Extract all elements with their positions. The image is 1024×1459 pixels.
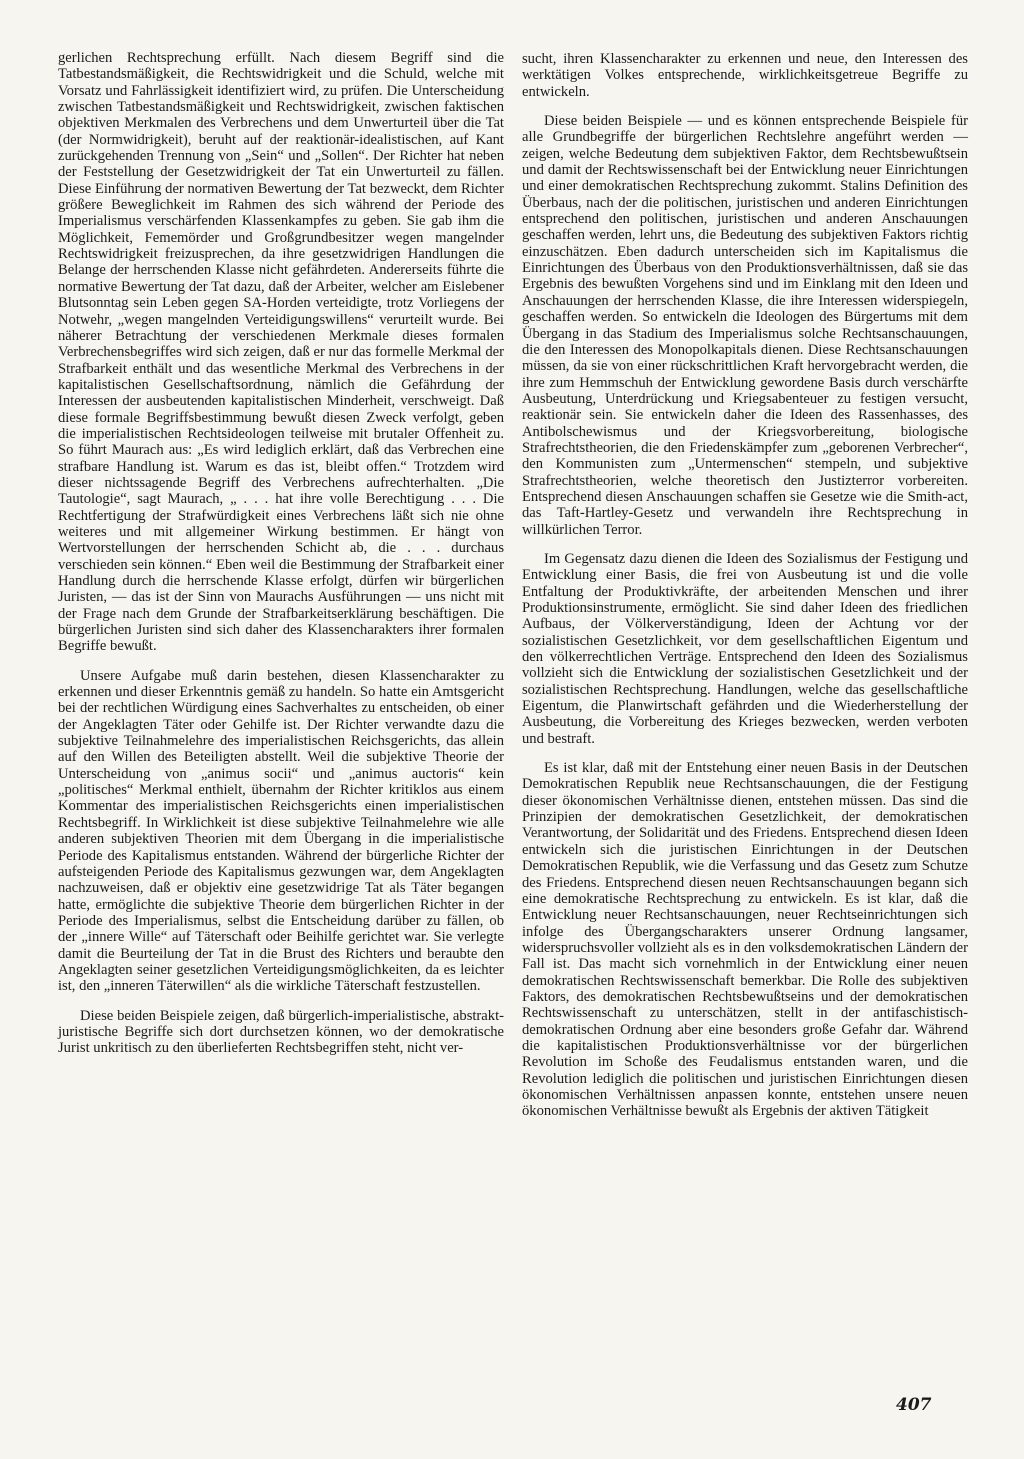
paragraph: Unsere Aufgabe muß darin bestehen, diesen Klassencharakter zu erkennen und dieser Erkenntnis gemäß zu handeln. So hatte ein Amtsgericht bei der rechtlichen Würdigung eines Sachverhaltes zu entscheiden, ob einer der Angeklagten Täter oder Gehilfe ist. Der Richter verwandte dazu die subjektive Teilnahmelehre des imperialistischen Reichsgerichts, das allein auf den Willen des Beteiligten abstellt. Weil die subjektive Theorie der Unterscheidung von „animus socii“ und „animus auctoris“ kein „politisches“ Merkmal enthielt, übernahm der Richter kritiklos aus einem Kommentar des imperialistischen Reichsgerichts einen imperialistischen Rechtsbegriff. In Wirklichkeit ist diese subjektive Teilnahmelehre wie alle anderen subjektiven Theorien mit dem Übergang in die imperialistische Periode des Kapitalismus entstanden. Während der bürgerliche Richter der aufsteigenden Periode des Kapitalismus gezwungen war, dem Angeklagten nachzuweisen, daß er objektiv eine gesetzwidrige Tat als Täter begangen hatte, ermöglichte die subjektive Theorie dem bürgerlichen Richter in der Periode des Imperialismus, selbst die Entscheidung darüber zu fällen, ob der „innere Wille“ auf Täterschaft oder Beihilfe gerichtet war. Sie verlegte damit die Beurteilung der Tat in die Brust des Richters und beraubte den Angeklagten seiner gesetzlichen Verteidigungsmöglichkeiten, da es leichter ist, den „inneren Täterwillen“ als die wirkliche Täterschaft festzustellen.	[58, 667, 504, 995]
paragraph: Diese beiden Beispiele — und es können entsprechende Beispiele für alle Grundbegriffe der bürgerlichen Rechtslehre angeführt werden — zeigen, welche Bedeutung dem subjektiven Faktor, dem Rechtsbewußtsein und damit der Rechtswissenschaft bei der Entwicklung neuer Einrichtungen und einer demokratischen Rechtsprechung zukommt. Stalins Definition des Überbaus, nach der die politischen, juristischen und anderen Einrichtungen entsprechend den politischen, juristischen und anderen Anschauungen geschaffen werden, lehrt uns, die Bedeutung des subjektiven Faktors richtig einzuschätzen. Eben dadurch unterscheiden sich im Kapitalismus die Einrichtungen des Überbaus von den Produktionsverhältnissen, daß sie das Ergebnis des bewußten Vorgehens sind und im Einklang mit den Ideen und Anschauungen der herrschenden Klasse, die ihre Interessen widerspiegeln, geschaffen werden. So entwickeln die Ideologen des Bürgertums mit dem Übergang in das Stadium des Imperialismus solche Rechtsanschauungen, die den Interessen des Monopolkapitals dienen. Diese Rechtsanschauungen müssen, da sie von einer rückschrittlichen Kraft hervorgebracht werden, die ihre zum Hemmschuh der Entwicklung gewordene Basis durch verschärfte Ausbeutung, Unterdrückung und Kriegsabenteuer zu festigen versucht, reaktionär sein. Sie entwickeln daher die Ideen des Rassenhasses, des Antibolschewismus und der Kriegsvorbereitung, biologische Strafrechtstheorien, die den Friedenskämpfer zum „geborenen Verbrecher“, den Kommunisten zum „Untermenschen“ stempeln, und subjektive Strafrechtstheorien, welche theoretisch den Justizterror vorbereiten. Entsprechend diesen Anschauungen schaffen sie Gesetze wie die Smith-act, das Taft-Hartley-Gesetz und verwandeln ihre Rechtsprechung in willkürlichen Terror.	[522, 113, 968, 538]
paragraph: sucht, ihren Klassencharakter zu erkennen und neue, den Interessen des werktätigen Volkes entsprechende, wirklichkeitsgetreue Begriffe zu entwickeln.	[522, 51, 968, 100]
paragraph: gerlichen Rechtsprechung erfüllt. Nach diesem Begriff sind die Tatbestandsmäßigkeit, die Rechtswidrigkeit und die Schuld, welche mit Vorsatz und Fahrlässigkeit identifiziert wird, zu prüfen. Die Unterscheidung zwischen Tatbestandsmäßigkeit und Rechtswidrigkeit, zwischen faktischen objektiven Merkmalen des Verbrechens und dem Unwerturteil über die Tat (der Normwidrigkeit), beruht auf der reaktionär-idealistischen, auf Kant zurückgehenden Trennung von „Sein“ und „Sollen“. Der Richter hat neben der Feststellung der Gesetzwidrigkeit der Tat ein Unwerturteil zu fällen. Diese Einführung der normativen Bewertung der Tat bezweckt, dem Richter größere Beweglichkeit im Rahmen des sich während der Periode des Imperialismus verschärfenden Klassenkampfes zu geben. Sie gab ihm die Möglichkeit, Fememörder und Großgrundbesitzer wegen mangelnder Rechtswidrigkeit freizusprechen, da ihre gesetzwidrigen Handlungen die Belange der herrschenden Klasse nicht gefährdeten. Andererseits führte die normative Bewertung der Tat dazu, daß der Arbeiter, welcher am Eislebener Blutsonntag sein Leben gegen SA-Horden verteidigte, trotz Vorliegens der Notwehr, „wegen mangelnden Verteidigungswillens“ verurteilt wurde. Bei näherer Betrachtung der verschiedenen Merkmale dieses formalen Verbrechensbegriffes wird sich zeigen, daß er nur das formelle Merkmal der Strafbarkeit enthält und das wesentliche Merkmal des Verbrechens in der kapitalistischen Gesellschaftsordnung, nämlich die Gefährdung der Interessen der ausbeutenden kapitalistischen Minderheit, verschweigt. Daß diese formale Begriffsbestimmung bewußt diesen Zweck verfolgt, geben die imperialistischen Rechtsideologen teilweise mit brutaler Offenheit zu. So führt Maurach aus: „Es wird lediglich erklärt, daß das Verbrechen eine strafbare Handlung ist. Warum es das ist, bleibt offen.“ Trotzdem wird dieser nichtssagende Begriff des Verbrechens aufrechterhalten. „Die Tautologie“, sagt Maurach, „ . . . hat ihre volle Berechtigung . . . Die Rechtfertigung der Strafwürdigkeit eines Verbrechens läßt sich nie ohne weiteres und mit allgemeiner Wirkung bestimmen. Er hängt von Wertvorstellungen der herrschenden Schicht ab, die . . . durchaus verschieden sein können.“ Eben weil die Bestimmung der Strafbarkeit einer Handlung durch die herrschende Klasse erfolgt, dürfen wir bürgerlichen Juristen, — das ist der Sinn von Maurachs Ausführungen — uns nicht mit der Frage nach dem Grunde der Strafbarkeitserklärung beschäftigen. Die bürgerlichen Juristen sind sich daher des Klassencharakters ihrer formalen Begriffe bewußt.	[58, 50, 504, 655]
left-column	[58, 50, 504, 1070]
paragraph: Diese beiden Beispiele zeigen, daß bürgerlich-imperialistische, abstrakt-juristische Begriffe sich dort durchsetzen können, wo der demokratische Jurist unkritisch zu den überlieferten Rechtsbegriffen steht, nicht ver-	[58, 1007, 504, 1057]
page-number: 407	[896, 1395, 932, 1415]
paragraph: Es ist klar, daß mit der Entstehung einer neuen Basis in der Deutschen Demokratischen Republik neue Rechtsanschauungen, die der Festigung dieser ökonomischen Verhältnisse dienen, entstehen müssen. Das sind die Prinzipien der demokratischen Gesetzlichkeit, der demokratischen Verantwortung, der Solidarität und des Friedens. Entsprechend diesen Ideen entwickeln sich die juristischen Einrichtungen in der Deutschen Demokratischen Republik, wie die Verfassung und das Gesetz zum Schutze des Friedens. Entsprechend diesen neuen Rechtsanschauungen begann sich eine demokratische Rechtsprechung zu entwickeln. Es ist klar, daß die Entwicklung neuer Rechtsanschauungen, neuer Rechtseinrichtungen sich infolge des Übergangscharakters unserer Ordnung langsamer, widerspruchsvoller vollzieht als es in den volksdemokratischen Ländern der Fall ist. Das macht sich vornehmlich in der Entwicklung einer neuen demokratischen Rechtswissenschaft bemerkbar. Die Rolle des subjektiven Faktors, des demokratischen Rechtsbewußtseins und der demokratischen Rechtswissenschaft zu unterschätzen, stellt in der antifaschistisch-demokratischen Ordnung aber eine besonders große Gefahr dar. Während die kapitalistischen Produktionsverhältnisse vor der bürgerlichen Revolution im Schoße des Feudalismus entstanden waren, und die Revolution lediglich die politischen und juristischen Einrichtungen diesen ökonomischen Verhältnissen anpassen konnte, entstehen unsere neuen ökonomischen Verhältnisse bewußt als Ergebnis der aktiven Tätigkeit	[522, 760, 968, 1120]
paragraph: Im Gegensatz dazu dienen die Ideen des Sozialismus der Festigung und Entwicklung einer Basis, die frei von Ausbeutung ist und die volle Entfaltung der Produktivkräfte, der arbeitenden Menschen und ihrer Produktionsinstrumente, ermöglicht. Sie sind daher Ideen des friedlichen Aufbaus, der Völkerverständigung, Ideen der Achtung vor der sozialistischen Gesetzlichkeit, vor dem gesellschaftlichen Eigentum und den völkerrechtlichen Verträge. Entsprechend den Ideen des Sozialismus vollzieht sich die Entwicklung der sozialistischen Gesetzlichkeit und der sozialistischen Rechtsprechung. Handlungen, welche das gesellschaftliche Eigentum, die Planwirtschaft gefährden und die Wiederherstellung der Ausbeutung, die Vorbereitung des Krieges bezwecken, werden verboten und bestraft.	[522, 550, 968, 747]
right-column	[522, 51, 968, 1133]
